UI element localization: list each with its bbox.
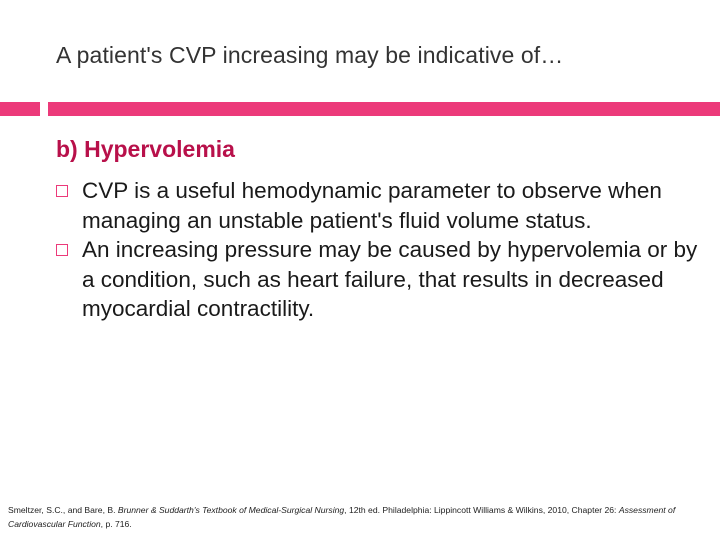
slide-title: A patient's CVP increasing may be indicative of… xyxy=(56,42,564,68)
accent-bar-left xyxy=(0,102,40,116)
bullet-list xyxy=(56,176,706,324)
citation-chapter-title: Assessment of Cardiovascular Function xyxy=(8,505,676,529)
bullet-item xyxy=(56,235,706,324)
citation xyxy=(8,503,708,531)
accent-bar xyxy=(0,102,720,116)
hollow-square-icon xyxy=(56,244,68,256)
hollow-square-icon xyxy=(56,185,68,197)
citation-authors: Smeltzer, S.C., and Bare, B. xyxy=(8,505,118,515)
answer-heading: b) Hypervolemia xyxy=(56,136,235,162)
accent-bar-right xyxy=(48,102,720,116)
bullet-item xyxy=(56,176,706,235)
bullet-text: CVP is a useful hemodynamic parameter to observe when managing an unstable patient's fluid volume status. xyxy=(82,178,662,233)
citation-page: , p. 716. xyxy=(100,519,132,529)
bullet-text: An increasing pressure may be caused by hypervolemia or by a condition, such as heart failure, that results in decreased myocardial contractility. xyxy=(82,237,698,321)
citation-book-title: Brunner & Suddarth's Textbook of Medical-Surgical Nursing xyxy=(117,505,345,515)
citation-publisher: , 12th ed. Philadelphia: Lippincott Williams & Wilkins, 2010, Chapter 26: xyxy=(344,505,619,515)
